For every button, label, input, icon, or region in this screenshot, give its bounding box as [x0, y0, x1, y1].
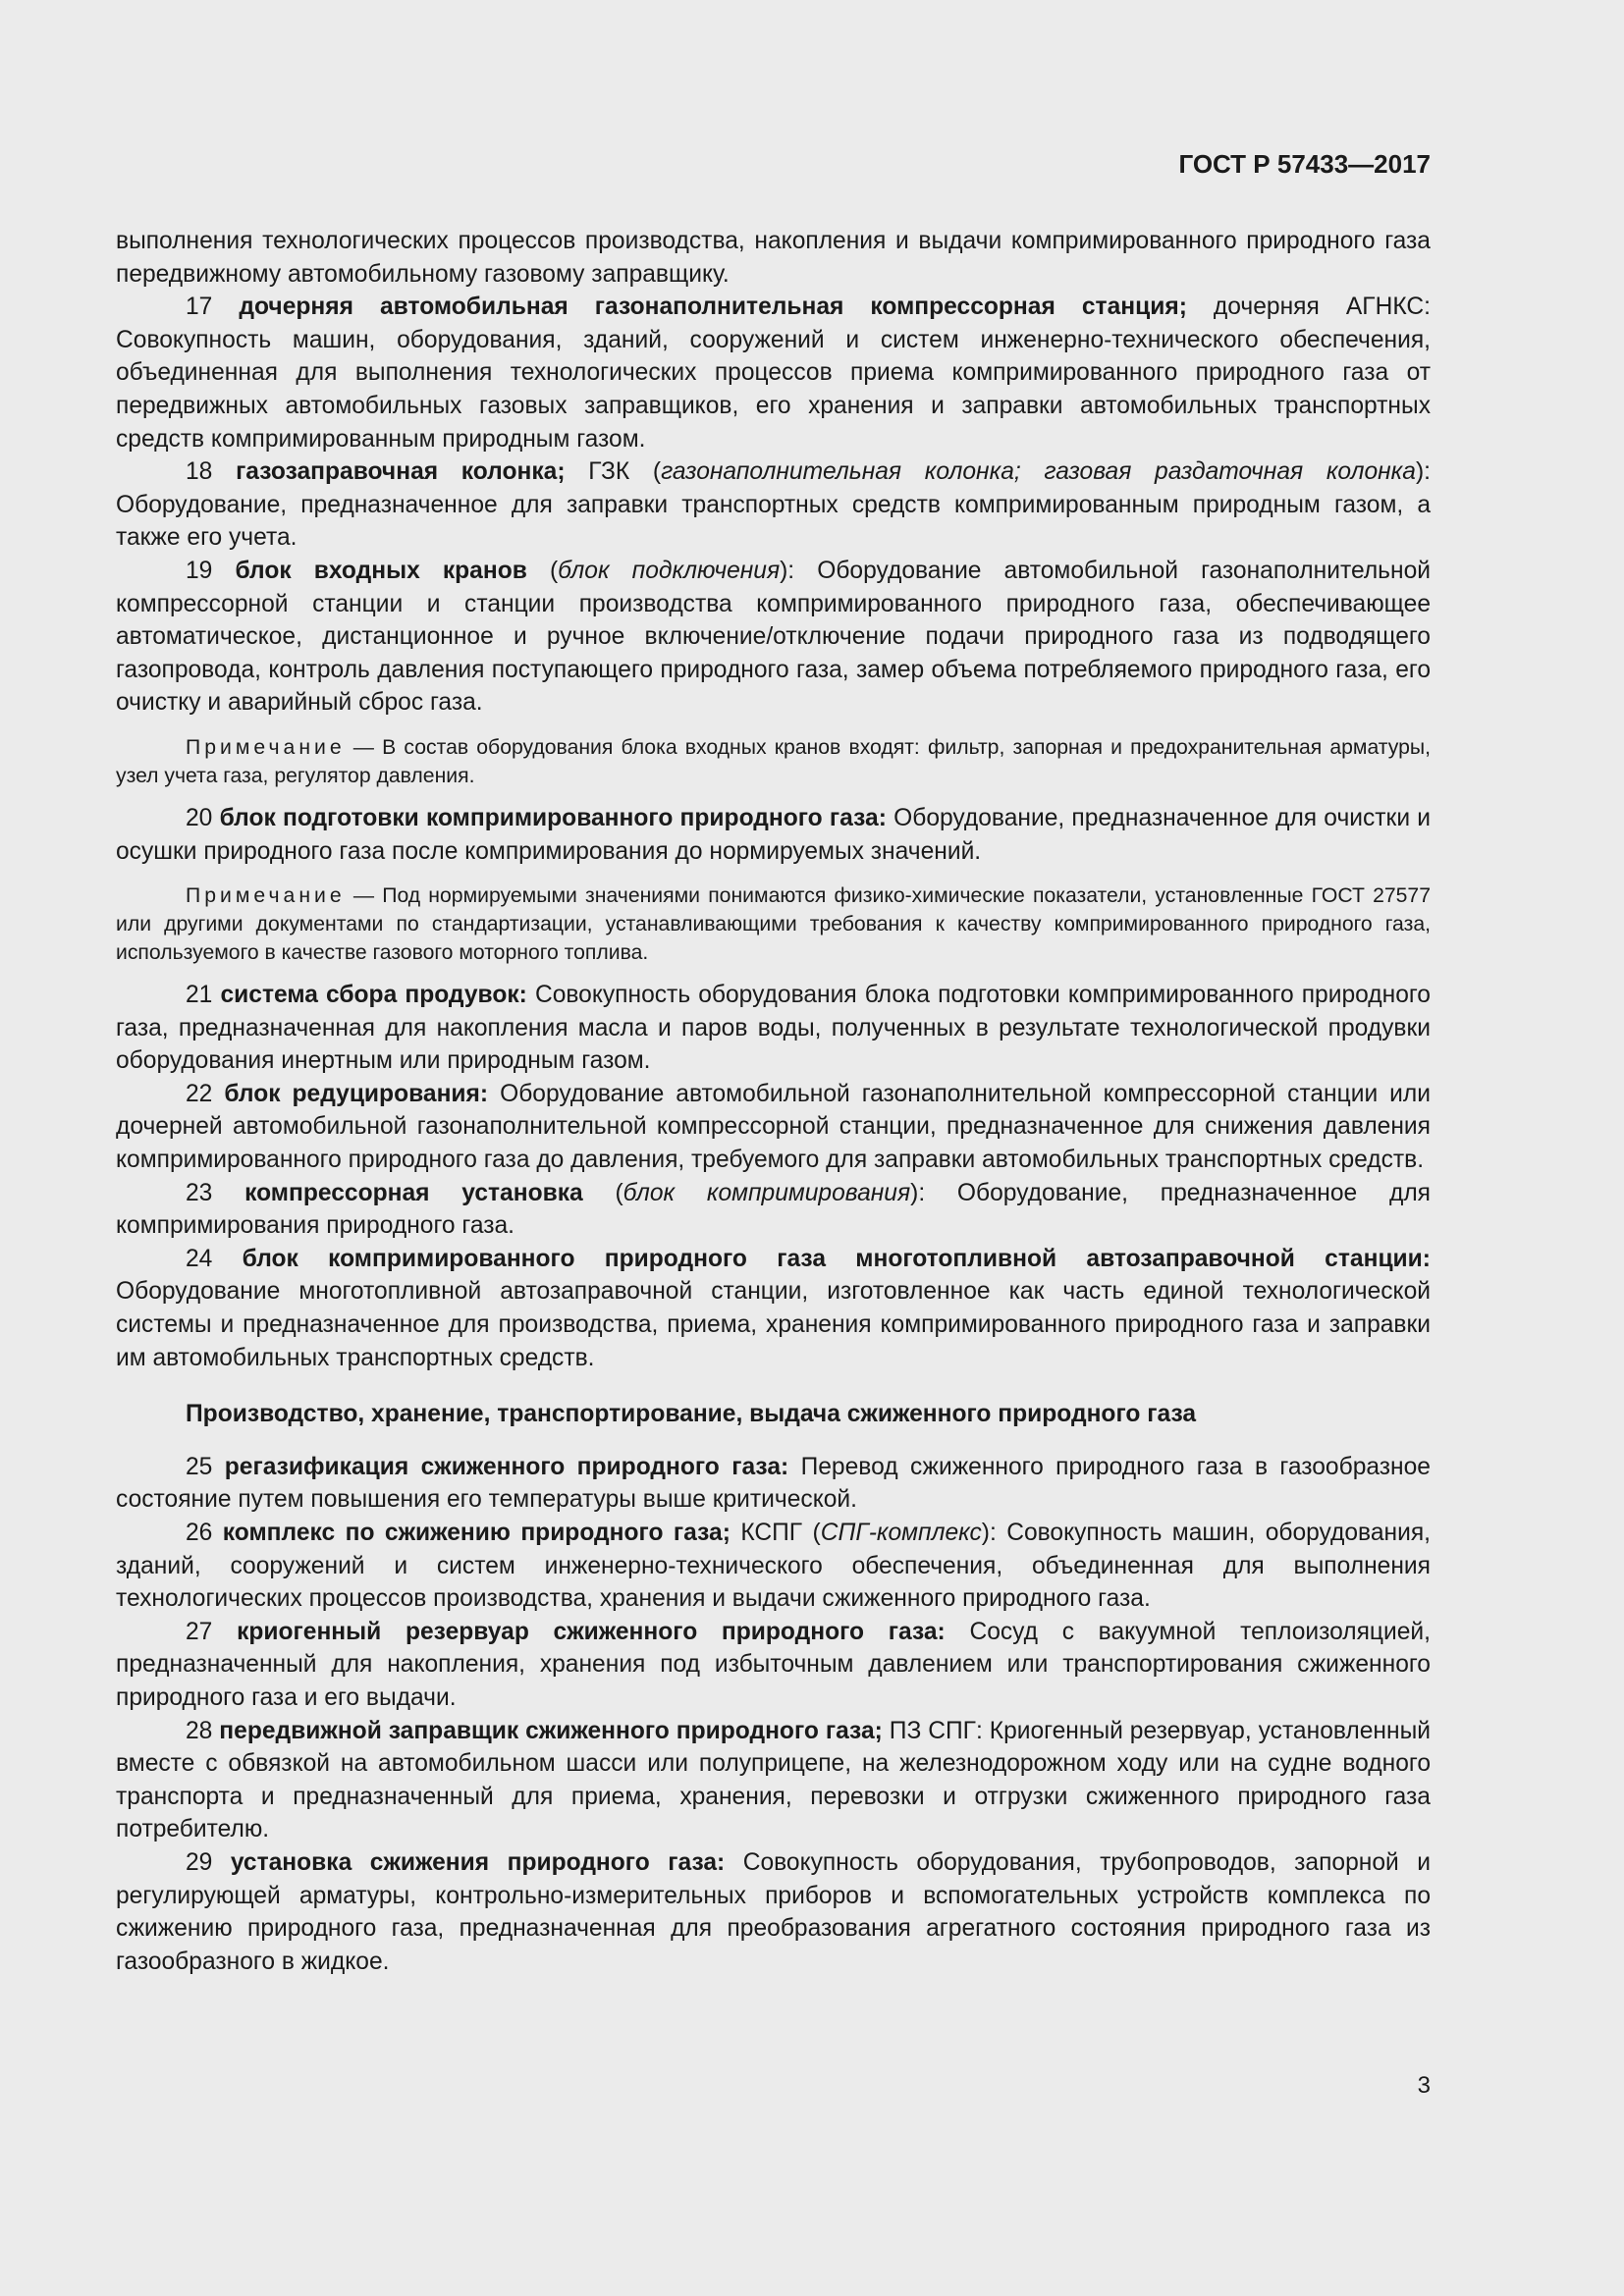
- term-number: 22: [186, 1080, 213, 1107]
- term-23: [116, 1177, 1431, 1243]
- term-title: газозаправочная колонка;: [236, 458, 566, 486]
- term-abbrev: (: [526, 557, 559, 584]
- term-synonym: блок компримирования: [623, 1179, 911, 1206]
- term-definition: ПЗ СПГ: Криогенный резервуар, установленный вместе с обвязкой на автомобильном шасси или полуприцепе, на железнодорожном ходу или на судне водного транспорта и предназначенный для приема, хранения, перевозки и отгрузки сжиженного природного газа потребителю.: [116, 1717, 1431, 1843]
- term-definition: Оборудование автомобильной газонаполнительной компрессорной станции или дочерней автомобильной газонаполнительной компрессорной станции, предназначенное для снижения давления компримированного природного газа до давления, требуемого для заправки автомобильных транспортных средств.: [116, 1080, 1431, 1174]
- term-title: передвижной заправщик сжиженного природного газа;: [219, 1717, 883, 1744]
- term-number: 17: [186, 294, 213, 321]
- term-definition: дочерняя АГНКС: Совокупность машин, оборудования, зданий, сооружений и систем инженерно-технического обеспечения, объединенная для выполнения технологических процессов приема компримированного природного газа от передвижных автомобильных газовых заправщиков, его хранения и заправки автомобильных транспортных средств компримированным природным газом.: [116, 294, 1431, 453]
- term-number: 20: [186, 804, 213, 831]
- term-number: 26: [186, 1520, 213, 1546]
- note-text: — В состав оборудования блока входных кранов входят: фильтр, запорная и предохранительная арматуры, узел учета газа, регулятор давления.: [116, 735, 1431, 787]
- document-body: [116, 225, 1431, 1978]
- term-synonym: газонаполнительная колонка; газовая раздаточная колонка: [661, 458, 1416, 486]
- term-title: криогенный резервуар сжиженного природного газа:: [237, 1618, 946, 1645]
- term-number: 25: [186, 1453, 213, 1480]
- term-number: 29: [186, 1848, 213, 1876]
- term-definition: ): Оборудование автомобильной газонаполнительной компрессорной станции и станции производства компримированного природного газа, обеспечивающее автоматическое, дистанционное и ручное включение/отключение подачи природного газа из подводящего газопровода, контроль давления поступающего природного газа, замер объема потребляемого природного газа, его очистку и аварийный сброс газа.: [116, 557, 1431, 717]
- term-definition: Совокупность оборудования, трубопроводов, запорной и регулирующей арматуры, контрольно-измерительных приборов и вспомогательных устройств комплекса по сжижению природного газа, предназначенная для преобразования агрегатного состояния природного газа из газообразного в жидкое.: [116, 1848, 1431, 1975]
- term-title: дочерняя автомобильная газонаполнительная компрессорная станция;: [239, 294, 1187, 321]
- note-label: Примечание: [186, 735, 346, 759]
- term-definition: ): Оборудование, предназначенное для компримирования природного газа.: [116, 1179, 1431, 1240]
- term-definition: ): Совокупность машин, оборудования, зданий, сооружений и систем инженерно-технического обеспечения, объединенная для выполнения технологических процессов производства, хранения и выдачи сжиженного природного газа.: [116, 1520, 1431, 1613]
- term-number: 28: [186, 1717, 213, 1744]
- term-number: 19: [186, 557, 213, 584]
- term-number: 18: [186, 458, 213, 486]
- term-24: [116, 1243, 1431, 1374]
- section-heading: Производство, хранение, транспортирование, выдача сжиженного природного газа: [186, 1401, 1197, 1428]
- term-28: [116, 1715, 1431, 1846]
- term-19: [116, 555, 1431, 720]
- term-number: 21: [186, 982, 213, 1009]
- term-title: установка сжижения природного газа:: [230, 1848, 726, 1876]
- term-abbrev: ГЗК (: [565, 458, 662, 486]
- term-number: 27: [186, 1618, 213, 1645]
- term-27: [116, 1616, 1431, 1715]
- term-definition: Перевод сжиженного природного газа в газообразное состояние путем повышения его температуры выше критической.: [116, 1453, 1431, 1514]
- term-definition: Совокупность оборудования блока подготовки компримированного природного газа, предназначенная для накопления масла и паров воды, полученных в результате технологической продувки оборудования инертным или природным газом.: [116, 982, 1431, 1075]
- term-20: [116, 802, 1431, 868]
- term-number: 24: [186, 1245, 213, 1272]
- term-title: блок подготовки компримированного природного газа:: [219, 804, 887, 831]
- term-title: регазификация сжиженного природного газа:: [224, 1453, 789, 1480]
- term-title: блок редуцирования:: [224, 1080, 489, 1107]
- standard-designation-header: ГОСТ Р 57433—2017: [1178, 149, 1431, 179]
- term-18: [116, 455, 1431, 555]
- term-17: [116, 291, 1431, 455]
- continuation-paragraph: выполнения технологических процессов производства, накопления и выдачи компримированного природного газа передвижному автомобильному газовому заправщику.: [116, 228, 1431, 288]
- term-definition: Сосуд с вакуумной теплоизоляцией, предназначенный для накопления, хранения под избыточным давлением или транспортирования сжиженного природного газа и его выдачи.: [116, 1618, 1431, 1711]
- term-title: блок входных кранов: [235, 557, 527, 584]
- term-26: [116, 1517, 1431, 1616]
- term-definition: ): Оборудование, предназначенное для заправки транспортных средств компримированным природным газом, а также его учета.: [116, 458, 1431, 552]
- term-definition: Оборудование, предназначенное для очистки и осушки природного газа после компримирования до нормируемых значений.: [116, 804, 1431, 865]
- term-25: [116, 1451, 1431, 1517]
- term-22: [116, 1078, 1431, 1177]
- term-abbrev: КСПГ (: [730, 1520, 821, 1546]
- term-synonym: СПГ-комплекс: [820, 1520, 982, 1546]
- term-title: комплекс по сжижению природного газа;: [222, 1520, 731, 1546]
- term-number: 23: [186, 1179, 213, 1206]
- term-definition: Оборудование многотопливной автозаправочной станции, изготовленное как часть единой технологической системы и предназначенное для производства, приема, хранения компримированного природного газа и заправки им автомобильных транспортных средств.: [116, 1278, 1431, 1371]
- note-label: Примечание: [186, 884, 346, 908]
- note-2: [116, 881, 1431, 967]
- term-synonym: блок подключения: [558, 557, 781, 584]
- note-1: [116, 733, 1431, 790]
- term-29: [116, 1846, 1431, 1978]
- term-abbrev: (: [582, 1179, 623, 1206]
- term-title: блок компримированного природного газа многотопливной автозаправочной станции:: [242, 1245, 1431, 1272]
- page-number: 3: [1417, 2072, 1431, 2099]
- term-21: [116, 979, 1431, 1078]
- note-text: — Под нормируемыми значениями понимаются физико-химические показатели, установленные ГОСТ 27577 или другими документами по стандартизации, устанавливающими требования к качеству компримированного природного газа, используемого в качестве газового моторного топлива.: [116, 884, 1431, 965]
- term-title: система сбора продувок:: [220, 982, 527, 1009]
- term-title: компрессорная установка: [244, 1179, 583, 1206]
